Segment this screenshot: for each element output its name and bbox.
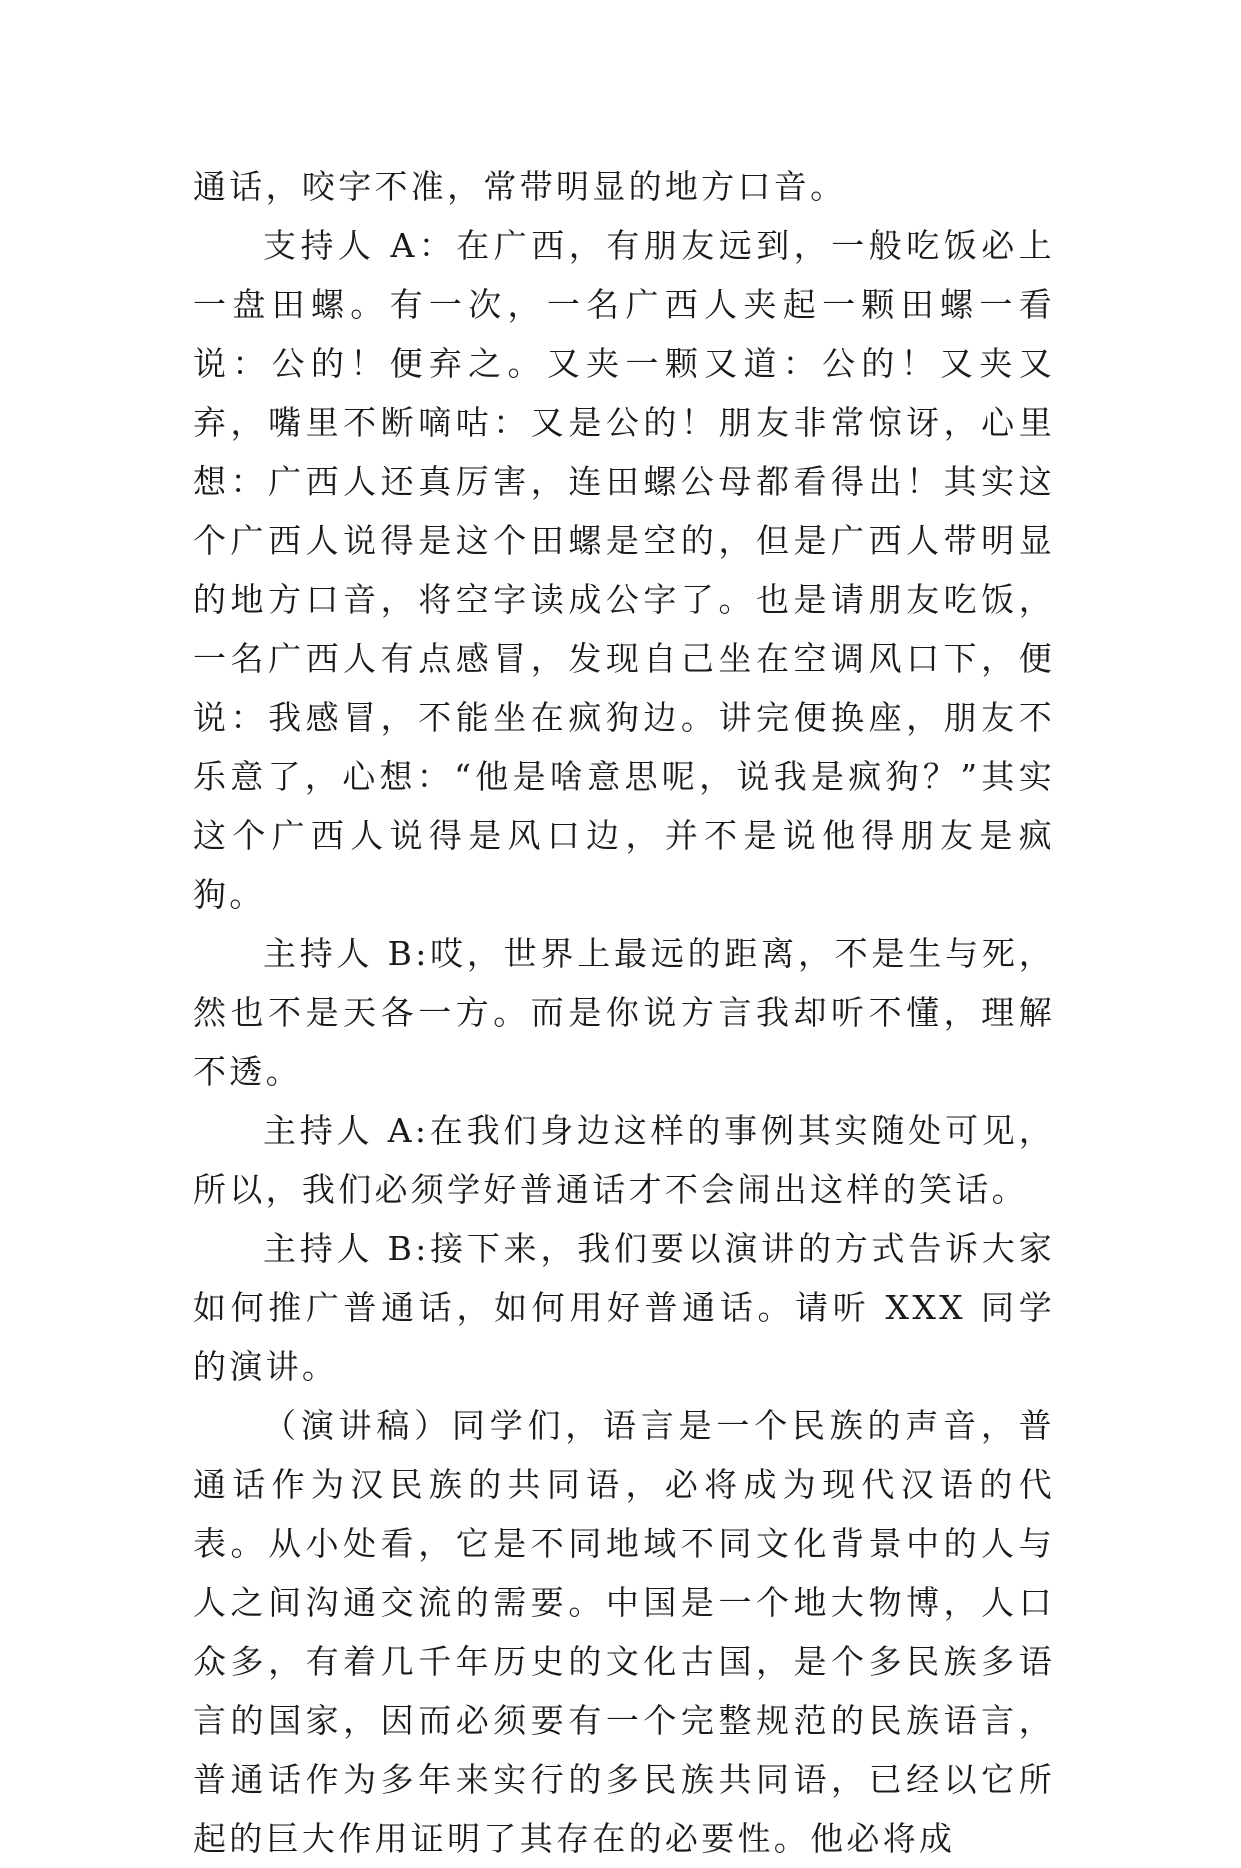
document-body (193, 157, 1055, 1868)
paragraph-continuation: 通话，咬字不准，常带明显的地方口音。 (193, 167, 847, 206)
paragraph-host-a-snail-story: 支持人 A：在广西，有朋友远到，一般吃饭必上一盘田螺。有一次，一名广西人夹起一颗田螺一看说：公的！便弃之。又夹一颗又道：公的！又夹又弃，嘴里不断嘀咕：又是公的！朋友非常惊讶，心里想：广西人还真厉害，连田螺公母都看得出！其实这个广西人说得是这个田螺是空的，但是广西人带明显的地方口音，将空字读成公字了。也是请朋友吃饭，一名广西人有点感冒，发现自己坐在空调风口下，便说：我感冒，不能坐在疯狗边。讲完便换座，朋友不乐意了，心想：“他是啥意思呢，说我是疯狗？”其实这个广西人说得是风口边，并不是说他得朋友是疯狗。 (193, 226, 1055, 914)
paragraph-speech-draft: （演讲稿）同学们，语言是一个民族的声音，普通话作为汉民族的共同语，必将成为现代汉语的代表。从小处看，它是不同地域不同文化背景中的人与人之间沟通交流的需要。中国是一个地大物博，人口众多，有着几千年历史的文化古国，是个多民族多语言的国家，因而必须要有一个完整规范的民族语言，普通话作为多年来实行的多民族共同语，已经以它所起的巨大作用证明了其存在的必要性。他必将成 (193, 1406, 1055, 1858)
paragraph-host-b-distance: 主持人 B:哎，世界上最远的距离，不是生与死，然也不是天各一方。而是你说方言我却听不懂，理解不透。 (193, 934, 1055, 1091)
paragraph-host-b-introduce-speech: 主持人 B:接下来，我们要以演讲的方式告诉大家如何推广普通话，如何用好普通话。请听 XXX 同学的演讲。 (193, 1229, 1055, 1386)
paragraph-host-a-examples: 主持人 A:在我们身边这样的事例其实随处可见，所以，我们必须学好普通话才不会闹出这样的笑话。 (193, 1111, 1055, 1209)
